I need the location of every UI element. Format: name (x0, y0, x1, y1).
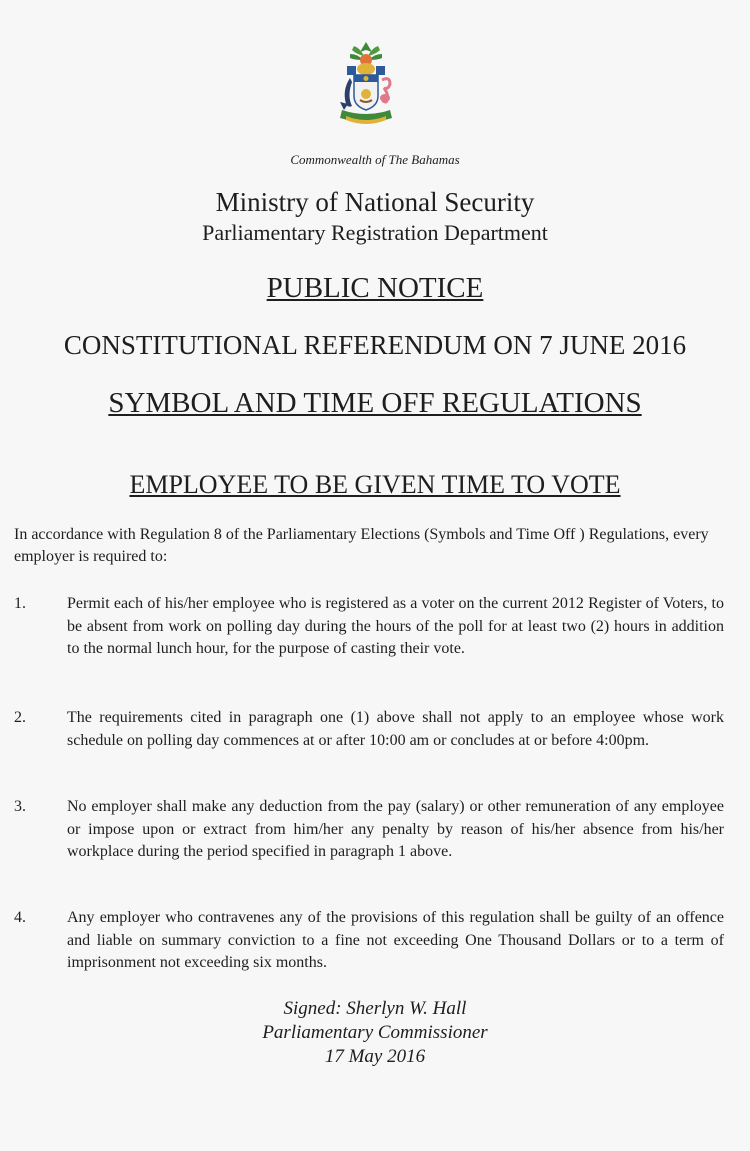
item-number: 2. (14, 709, 26, 726)
item-text: Any employer who contravenes any of the provisions of this regulation shall be guilty of an offence and liable on summary conviction to a fine not exceeding One Thousand Dollars or to a term of imprisonment not exceeding six months. (67, 909, 724, 971)
bahamas-coat-of-arms-icon (330, 38, 402, 130)
list-item (14, 907, 724, 975)
list-item (14, 796, 724, 864)
department-name: Parliamentary Registration Department (202, 220, 548, 245)
commonwealth-label: Commonwealth of The Bahamas (290, 152, 460, 167)
intro-paragraph: In accordance with Regulation 8 of the Parliamentary Elections (Symbols and Time Off ) Regulations, every employer is required to: (14, 526, 709, 565)
signature-line: Signed: Sherlyn W. Hall (283, 998, 467, 1019)
item-text: The requirements cited in paragraph one (1) above shall not apply to an employee whose work schedule on polling day commences at or after 10:00 am or concludes at or before 4:00pm. (67, 709, 724, 749)
signature-date: 17 May 2016 (324, 1046, 426, 1067)
item-number: 3. (14, 798, 26, 815)
regulations-heading: SYMBOL AND TIME OFF REGULATIONS (108, 387, 642, 419)
list-item (14, 593, 724, 661)
referendum-heading: CONSTITUTIONAL REFERENDUM ON 7 JUNE 2016 (63, 330, 687, 360)
item-number: 4. (14, 909, 26, 926)
notice-heading: PUBLIC NOTICE (266, 272, 484, 304)
item-text: Permit each of his/her employee who is registered as a voter on the current 2012 Register of Voters, to be absent from work on polling day during the hours of the poll for at least two (2) hours in addition to the normal lunch hour, for the purpose of casting their vote. (67, 595, 724, 657)
signatory-title: Parliamentary Commissioner (262, 1022, 488, 1043)
ministry-name: Ministry of National Security (215, 187, 535, 217)
item-number: 1. (14, 595, 26, 612)
subject-heading: EMPLOYEE TO BE GIVEN TIME TO VOTE (129, 470, 621, 499)
list-item (14, 707, 724, 752)
item-text: No employer shall make any deduction from the pay (salary) or other remuneration of any employee or impose upon or extract from him/her any penalty by reason of his/her absence from his/her workplace during the period specified in paragraph 1 above. (67, 798, 724, 860)
